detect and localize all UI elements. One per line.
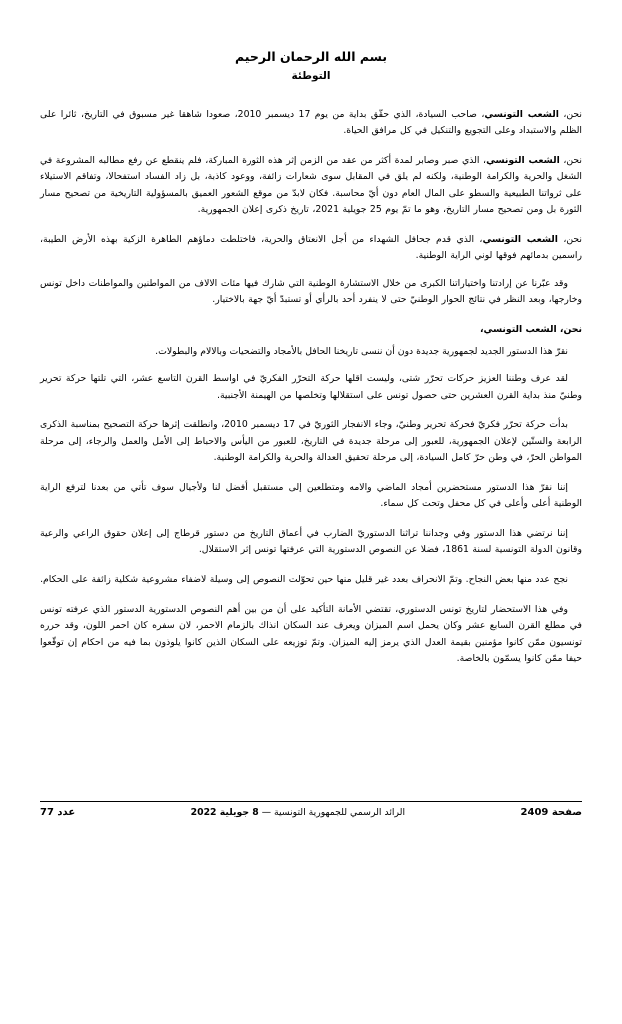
section-title-preamble: التوطئة: [291, 69, 331, 82]
paragraph-1-bold: الشعب التونسي: [484, 108, 559, 120]
declaration-heading-bold: الشعب التونسي،: [480, 323, 557, 335]
basmala-heading: بسم الله الرحمان الرحيم: [234, 49, 388, 64]
declaration-heading-lead: نحن،: [556, 323, 582, 335]
body-paragraph-5: نجح عدد منها بعض النجاح. وتمّ الانحراف بعدد غير قليل منها حين تحوّلت النصوص إلى وسيلة لاضفاء مشروعية شكلية زائفة على الحكام.: [40, 573, 568, 585]
footer-gazette-name: الرائد الرسمي للجمهورية التونسية: [273, 807, 406, 818]
paragraph-2-bold: الشعب التونسي: [486, 154, 560, 166]
footer-issue-number: 77: [40, 807, 54, 818]
paragraph-3-rest: ، الذي قدم جحافل الشهداء من أجل الانعتاق والحرية، فاختلطت دماؤهم الطاهرة الزكية بهذه الأرض الطيبة، راسمين بدمائهم فوقها لوني الراية الوطنية.: [40, 233, 582, 262]
paragraph-4: وقد عبّرنا عن إرادتنا واختياراتنا الكبرى من خلال الاستشارة الوطنية التي شارك فيها مئات الالاف من المواطنين والمواطنات داخل تونس وخارجها، وبعد النظر في نتائج الحوار الوطنيّ حتى لا ينفرد أحد بالرأي أو تستبدّ أيّ جهة بالاختيار.: [40, 277, 582, 306]
footer-page: [521, 807, 582, 818]
paragraph-1-lead: نحن،: [558, 108, 583, 120]
body-paragraph-6: وفي هذا الاستحضار لتاريخ تونس الدستوري، تقتضي الأمانة التأكيد على أن من بين أهم النصوص الدستورية الدستور الذي عرفته تونس في مطلع القرن السابع عشر وكان يحمل اسم الميزان ويعرف عند السكان انذاك بالزمام الاحمر، لان سفره كان احمر اللون، وقد حرره تونسيون ممّن كانوا مؤمنين بقيمة العدل الذي يرمز إليه الميزان. وتمّ توزيعه على السكان الذين كانوا يلوذون بما فيه من احكام إن توقّعوا حيفا ممّن كانوا يسمّون بالخاصة.: [40, 603, 582, 665]
footer-row: [40, 805, 582, 818]
footer-issue-label: عدد: [57, 807, 76, 818]
paragraph-3-lead: نحن،: [557, 233, 582, 245]
paragraph-2-lead: نحن،: [559, 154, 582, 166]
paragraph-2: [40, 153, 582, 219]
body-paragraph-4: إننا نرتضي هذا الدستور وفي وجداننا تراثنا الدستوريّ الضارب في أعماق التاريخ من دستور قرطاج إلى إعلان حقوق الراعي والرعية وقانون الدولة التونسية لسنة 1861، فضلا عن النصوص الدستورية التي عرفتها تونس إثر الاستقلال.: [40, 527, 582, 556]
body-paragraph-1: لقد عرف وطننا العزيز حركات تحرّر شتى، وليست اقلها حركة التحرّر الفكريّ في اواسط القرن التاسع عشر، التي تلتها حركة تحرير وطنيّ منذ بداية القرن العشرين حتى حصول تونس على استقلالها وتخلصها من الهيمنة الأجنبية.: [40, 373, 582, 401]
paragraph-3-bold: الشعب التونسي: [482, 233, 558, 245]
paragraph-1-rest: ، صاحب السيادة، الذي حقّق بداية من يوم 17 ديسمبر 2010، صعودا شاهقا غير مسبوق في التاريخ، ثائرا على الظلم والاستبداد وعلى التجويع والتنكيل في كل مرافق الحياة.: [40, 108, 582, 137]
footer-gazette-title: [75, 807, 520, 818]
paragraph-3: [40, 232, 582, 265]
paragraph-1: [40, 107, 582, 140]
declaration-heading: [40, 322, 582, 339]
body-paragraph-2: بدأت حركة تحرّر فكريّ فحركة تحرير وطنيّ، وجاء الانفجار الثوريّ في 17 ديسمبر 2010، وانطلقت إثرها حركة التصحيح بمناسبة الذكرى الرابعة والستّين لإعلان الجمهورية، للعبور إلى مرحلة جديدة في التاريخ، للعبور من اليأس والاحباط إلى الأمل والعمل والرجاء، إلى مرحلة المواطن الحرّ، في وطن حرّ كامل السيادة، إلى مرحلة تحقيق العدالة والحرية والكرامة الوطنية.: [40, 419, 582, 464]
declaration-line: نقرّ هذا الدستور الجديد لجمهورية جديدة دون أن ننسى تاريخنا الحافل بالأمجاد والتضحيات وبالالام والبطولات.: [155, 345, 568, 357]
page-content: [40, 48, 582, 681]
footer-page-number: 2409: [520, 807, 549, 818]
footer-date: 8 جويلية 2022: [190, 807, 259, 818]
footer-divider: [40, 801, 582, 802]
paragraph-2-rest: ، الذي صبر وصابر لمدة أكثر من عقد من الزمن إثر هذه الثورة المباركة، فلم ينقطع عن رفع مطالبه المشروعة في الشغل والحرية والكرامة الوطنية، ولكنه لم يلق في المقابل سوى شعارات زائفة، ووعود كاذبة، بل زاد الفساد استفحالا، وتفاقم الاستيلاء على ثرواتنا الطبيعية والسطو على المال العام دون أيّ محاسبة. فكان لابدّ من موقع الشعور العميق بالمسؤولية التاريخية من تصحيح مسار الثورة بل ومن تصحيح مسار التاريخ، وهو ما تمّ يوم 25 جويلية 2021، تاريخ ذكرى إعلان الجمهورية.: [40, 154, 582, 216]
footer-page-label: صفحة: [551, 807, 582, 818]
footer-separator: —: [261, 807, 272, 818]
page-footer: [40, 801, 582, 818]
body-paragraph-3: إننا نقرّ هذا الدستور مستحضرين أمجاد الماضي والامه ومتطلعين إلى مستقبل أفضل لنا ولأجيال سوف تأتي من بعدنا لترفع الراية الوطنية أعلى وأعلى في كل محفل وتحت كل سماء.: [40, 481, 582, 510]
footer-issue: [40, 807, 75, 818]
